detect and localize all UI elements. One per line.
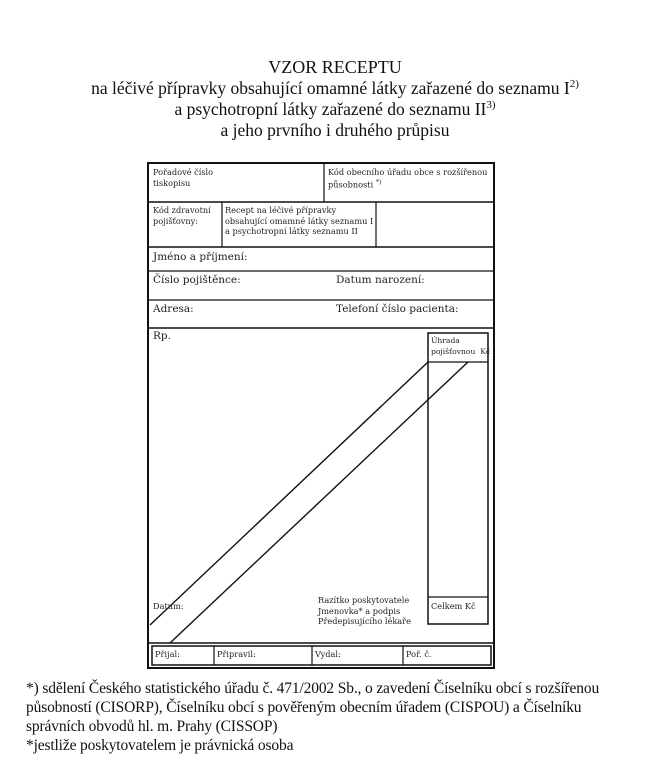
footnote-line: správních obvodů hl. m. Prahy (CISSOP) xyxy=(26,718,278,735)
label-line: a psychotropní látky seznamu II xyxy=(225,226,358,236)
label-por-c: Poř. č. xyxy=(406,649,432,659)
label-line: obsahující omamné látky seznamu I xyxy=(225,215,374,226)
footnote-ref-3: 3) xyxy=(486,99,496,111)
label-jmeno: Jméno a příjmení: xyxy=(153,251,248,263)
label-vydal: Vydal: xyxy=(315,649,341,659)
label-line: Předepisujícího lékaře xyxy=(318,616,411,626)
payment-column-box xyxy=(428,333,491,624)
title-line-2-text: a psychotropní látky zařazené do seznamu II xyxy=(174,99,487,119)
footnote-line: působností (CISORP), Číselníku obcí s pověřeným obecním úřadem (CISPOU) a Číselníku xyxy=(26,699,582,716)
footnote-ref-star: *) xyxy=(375,178,382,186)
title-line-1-text: na léčivé přípravky obsahující omamné látky zařazené do seznamu I xyxy=(91,78,570,98)
label-kod-pojistovny xyxy=(153,205,211,226)
label-line: Razítko poskytovatele xyxy=(318,595,410,605)
label-line: Kód zdravotní xyxy=(153,205,211,215)
label-line: Pořadové číslo xyxy=(153,167,214,177)
footnote-ref-2: 2) xyxy=(569,78,579,90)
label-pripravil: Připravil: xyxy=(217,649,256,659)
label-line: pojišťovnou Kč xyxy=(431,346,491,356)
title-line-3: a jeho prvního i druhého průpisu xyxy=(220,120,450,140)
label-line: Jmenovka* a podpis xyxy=(318,605,401,616)
label-razitko xyxy=(318,595,411,627)
label-text: působnosti xyxy=(328,179,374,190)
label-line xyxy=(328,178,487,190)
diagonal-line xyxy=(150,362,428,625)
label-datum: Datum: xyxy=(153,601,184,611)
label-rp: Rp. xyxy=(153,330,171,342)
label-adresa: Adresa: xyxy=(153,303,194,315)
label-celkem: Celkem Kč xyxy=(431,601,476,611)
label-cislo-pojistence: Číslo pojištěnce: xyxy=(153,274,241,286)
label-line: pojišťovny: xyxy=(153,215,199,226)
label-line: Kód obecního úřadu obce s rozšířenou xyxy=(328,167,488,177)
label-recept xyxy=(225,205,373,237)
label-kod-uradu xyxy=(328,167,487,190)
label-line: Úhrada xyxy=(431,336,460,345)
label-prijal: Přijal: xyxy=(155,649,180,659)
label-poradove-cislo xyxy=(153,167,213,188)
footnote-line: *) sdělení Českého statistického úřadu č. 471/2002 Sb., o zavedení Číselníku obcí s rozšířenou xyxy=(26,680,600,697)
label-line: Recept na léčivé přípravky xyxy=(225,205,337,215)
footnote-line: *jestliže poskytovatelem je právnická osoba xyxy=(26,737,294,754)
label-uhrada xyxy=(431,336,490,357)
document-title: VZOR RECEPTU xyxy=(268,57,402,77)
label-line: tiskopisu xyxy=(153,177,191,188)
form-outer-border xyxy=(148,163,494,668)
label-telefon: Telefoní číslo pacienta: xyxy=(336,303,459,315)
label-datum-narozeni: Datum narození: xyxy=(336,274,425,286)
footnotes xyxy=(26,679,646,755)
